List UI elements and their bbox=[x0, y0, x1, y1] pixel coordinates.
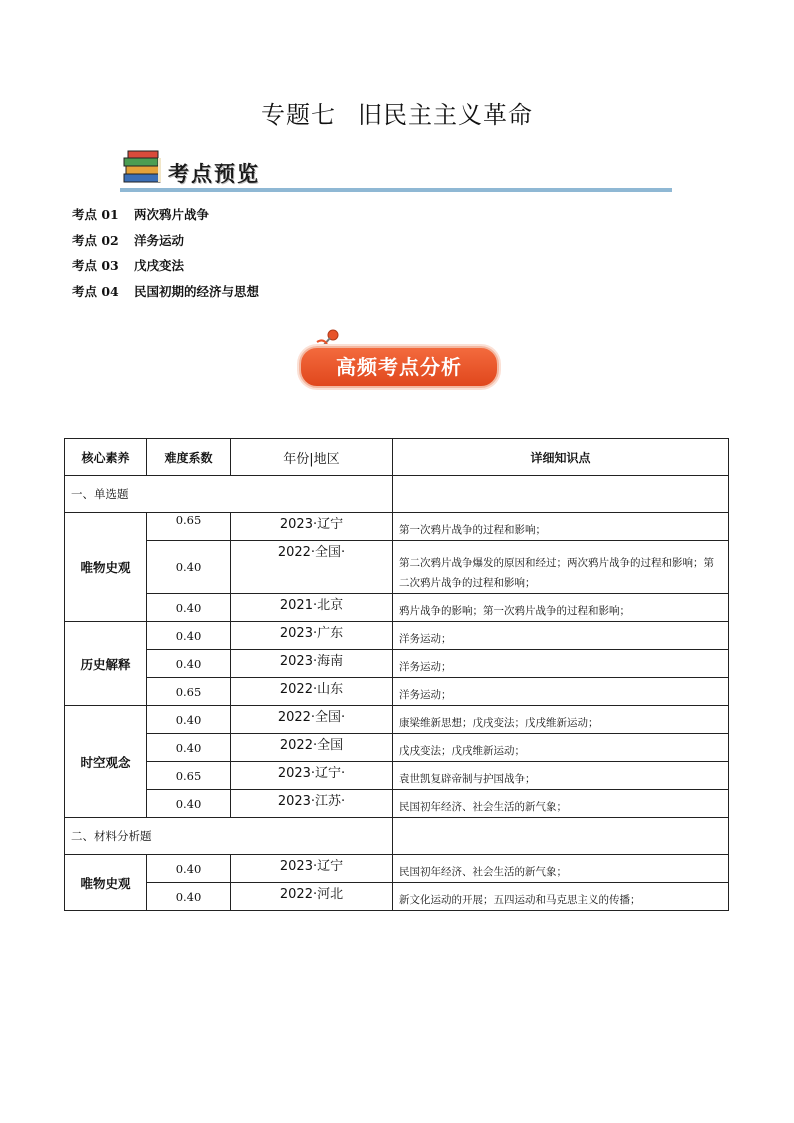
section-title: 二、材料分析题 bbox=[65, 818, 393, 855]
header-difficulty: 难度系数 bbox=[147, 439, 231, 476]
detail-cell: 戊戌变法；戊戌维新运动； bbox=[393, 734, 729, 762]
kp-num: 考点 01 bbox=[72, 207, 119, 222]
detail-cell: 民国初年经济、社会生活的新气象； bbox=[393, 790, 729, 818]
section-title: 一、单选题 bbox=[65, 476, 393, 513]
table-row bbox=[65, 541, 729, 594]
table-row bbox=[65, 706, 729, 734]
detail-cell: 洋务运动； bbox=[393, 650, 729, 678]
kp-name: 民国初期的经济与思想 bbox=[134, 283, 260, 299]
table-header-row bbox=[65, 439, 729, 476]
difficulty-cell: 0.40 bbox=[147, 541, 231, 594]
analysis-table bbox=[64, 438, 729, 911]
year-cell: 2023·江苏· bbox=[231, 790, 393, 818]
kp-name: 戊戌变法 bbox=[134, 258, 185, 273]
difficulty-cell: 0.65 bbox=[147, 678, 231, 706]
table-row bbox=[65, 855, 729, 883]
section-row bbox=[65, 476, 729, 513]
header-year-region: 年份|地区 bbox=[231, 439, 393, 476]
preview-header bbox=[120, 146, 672, 194]
table-row bbox=[65, 883, 729, 911]
year-cell: 2022·山东 bbox=[231, 678, 393, 706]
kp-num: 考点 04 bbox=[72, 283, 119, 299]
year-cell: 2023·辽宁 bbox=[231, 513, 393, 541]
table-row bbox=[65, 734, 729, 762]
list-item bbox=[72, 279, 259, 305]
table-row bbox=[65, 513, 729, 541]
kp-name: 两次鸦片战争 bbox=[134, 207, 210, 222]
page-title bbox=[0, 95, 794, 130]
kp-name: 洋务运动 bbox=[134, 232, 185, 248]
difficulty-cell: 0.40 bbox=[147, 706, 231, 734]
preview-label: 考点预览 bbox=[168, 162, 260, 186]
table-row bbox=[65, 678, 729, 706]
detail-cell: 洋务运动； bbox=[393, 678, 729, 706]
kp-num: 考点 03 bbox=[72, 258, 119, 273]
books-icon bbox=[122, 148, 166, 184]
table-row bbox=[65, 790, 729, 818]
difficulty-cell: 0.40 bbox=[147, 650, 231, 678]
table-row bbox=[65, 594, 729, 622]
list-item bbox=[72, 228, 259, 254]
banner-label: 高频考点分析 bbox=[336, 355, 462, 379]
kp-num: 考点 02 bbox=[72, 232, 119, 248]
header-core: 核心素养 bbox=[65, 439, 147, 476]
difficulty-cell: 0.40 bbox=[147, 790, 231, 818]
year-cell: 2022·全国· bbox=[231, 706, 393, 734]
difficulty-cell: 0.65 bbox=[147, 762, 231, 790]
difficulty-cell: 0.40 bbox=[147, 855, 231, 883]
core-cell: 唯物史观 bbox=[65, 855, 147, 911]
table-row bbox=[65, 650, 729, 678]
detail-cell: 鸦片战争的影响；第一次鸦片战争的过程和影响； bbox=[393, 594, 729, 622]
year-cell: 2023·海南 bbox=[231, 650, 393, 678]
detail-cell: 洋务运动； bbox=[393, 622, 729, 650]
year-cell: 2023·辽宁· bbox=[231, 762, 393, 790]
detail-cell: 新文化运动的开展；五四运动和马克思主义的传播； bbox=[393, 883, 729, 911]
difficulty-cell: 0.65 bbox=[147, 513, 231, 541]
preview-list bbox=[72, 202, 259, 304]
core-cell: 历史解释 bbox=[65, 622, 147, 706]
title-sub: 旧民主主义革命 bbox=[358, 101, 533, 129]
table-row bbox=[65, 762, 729, 790]
year-cell: 2023·广东 bbox=[231, 622, 393, 650]
core-cell: 唯物史观 bbox=[65, 513, 147, 622]
year-cell: 2023·辽宁 bbox=[231, 855, 393, 883]
header-detail: 详细知识点 bbox=[393, 439, 729, 476]
year-cell: 2021·北京 bbox=[231, 594, 393, 622]
analysis-banner bbox=[297, 328, 499, 390]
list-item bbox=[72, 253, 259, 279]
title-main: 专题七 bbox=[261, 101, 336, 129]
difficulty-cell: 0.40 bbox=[147, 883, 231, 911]
banner-pill bbox=[299, 346, 499, 388]
core-cell: 时空观念 bbox=[65, 706, 147, 818]
detail-cell: 第二次鸦片战争爆发的原因和经过；两次鸦片战争的过程和影响；第二次鸦片战争的过程和影响； bbox=[393, 541, 729, 594]
section-row bbox=[65, 818, 729, 855]
section-empty bbox=[393, 818, 729, 855]
year-cell: 2022·全国· bbox=[231, 541, 393, 594]
detail-cell: 民国初年经济、社会生活的新气象； bbox=[393, 855, 729, 883]
table-row bbox=[65, 622, 729, 650]
section-empty bbox=[393, 476, 729, 513]
detail-cell: 第一次鸦片战争的过程和影响； bbox=[393, 513, 729, 541]
difficulty-cell: 0.40 bbox=[147, 734, 231, 762]
detail-cell: 袁世凯复辟帝制与护国战争； bbox=[393, 762, 729, 790]
list-item bbox=[72, 202, 259, 228]
difficulty-cell: 0.40 bbox=[147, 594, 231, 622]
year-cell: 2022·全国 bbox=[231, 734, 393, 762]
preview-rule bbox=[120, 188, 672, 192]
difficulty-cell: 0.40 bbox=[147, 622, 231, 650]
year-cell: 2022·河北 bbox=[231, 883, 393, 911]
detail-cell: 康梁维新思想；戊戌变法；戊戌维新运动； bbox=[393, 706, 729, 734]
